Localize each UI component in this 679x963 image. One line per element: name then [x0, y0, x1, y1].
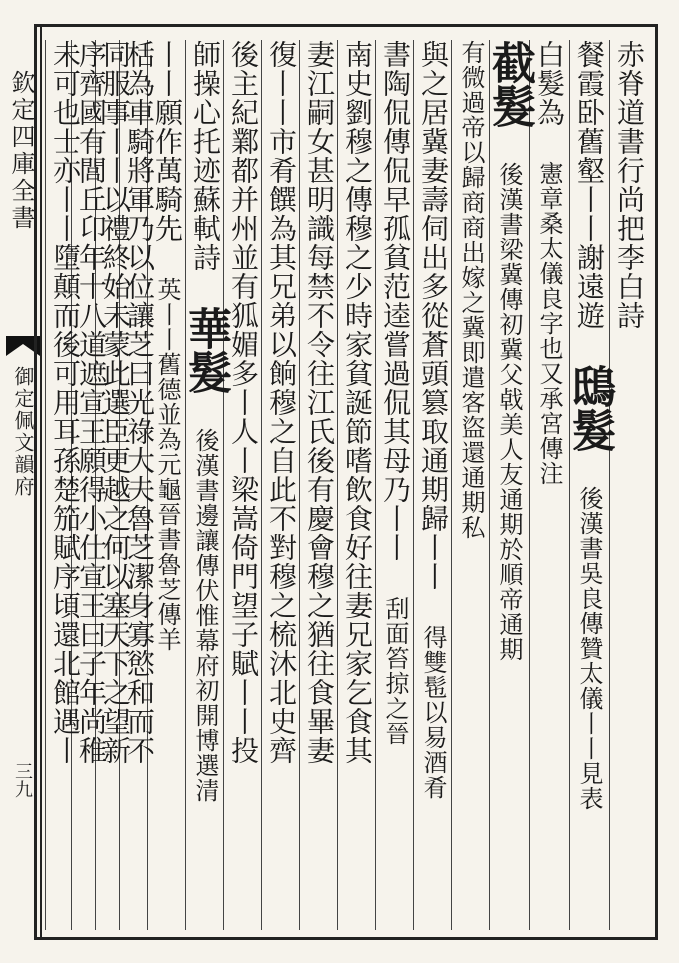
annotation: 英丨丨舊德並為元龜晉書魯芝傳羊	[153, 277, 181, 652]
column-text: 白髮為	[533, 40, 566, 127]
annotation: 後漢書吳良傳贊太儀丨丨見表	[575, 486, 603, 811]
column-text: 餐霞卧舊壑丨丨謝遠遊	[573, 40, 606, 330]
column-text: 栝為車騎將軍乃以位讓芝曰光祿大夫魯芝潔身寡慾和而不	[123, 40, 156, 765]
text-column-1	[610, 40, 648, 930]
annotation: 後漢書梁冀傳初冀父㦸美人友通期於順帝通期	[495, 162, 523, 662]
text-column-5	[452, 40, 490, 930]
column-text: 同服事丨丨以禮終始未蒙此選臣更越之何以塞天下之望新	[99, 40, 132, 765]
column-text: 後主紀鄴都并州並有狐媚多丨人丨梁嵩倚門望子賦丨丨投	[227, 40, 260, 765]
text-column-17	[46, 40, 84, 930]
page-number: 三九	[12, 762, 33, 798]
text-column-10	[262, 40, 300, 930]
text-column-2	[564, 40, 615, 930]
column-text: 復丨丨市肴饌為其兄弟以餉穆之自此不對穆之梳沐北史齊	[265, 40, 298, 765]
text-column-8	[338, 40, 376, 930]
column-text: 序齊國有閭丘卬年十八道遮宣王願得小仕宣王曰子年尚稚	[75, 40, 108, 765]
book-subtitle: 御定佩文韻府	[11, 366, 35, 498]
column-text: 妻江嗣女甚明識每禁不令往江氏後有慶會穆之猶往食畢妻	[303, 40, 336, 765]
annotation: 有微過帝以歸商商出嫁之冀即遣客盜還通期私	[457, 40, 485, 540]
column-text: 書陶侃傳侃早孤貧范逵嘗過侃其母乃丨丨	[379, 40, 412, 562]
annotation: 刮面笞掠之晉	[381, 596, 409, 746]
column-text: 師操心托迹蘇軾詩	[189, 40, 222, 272]
book-title: 欽定四庫全書	[7, 70, 35, 232]
annotation: 憲章桑太儀良字也又承宮傳注	[535, 161, 563, 486]
column-text: 未可也士亦丨丨墮顛而後可用耳孫楚笳賦序頃還北館遇丨	[49, 40, 82, 765]
headword: 截髮	[484, 40, 535, 128]
column-text: 與之居冀妻壽伺出多從蒼頭篡取通期歸丨丨	[417, 40, 450, 591]
text-column-3	[530, 40, 568, 930]
column-text: 南史劉穆之傳穆之少時家貧誕節嗜飲食好往妻兄家乞食其	[341, 40, 374, 765]
headword: 鴟髮	[564, 364, 615, 452]
text-column-6	[414, 40, 452, 930]
text-column-7	[376, 40, 414, 930]
text-column-11	[224, 40, 262, 930]
annotation: 得雙髢以易酒肴	[419, 625, 447, 800]
column-text: 丨丨願作萬騎先	[151, 40, 184, 243]
column-text: 赤脊道書行尚把李白詩	[613, 40, 646, 330]
text-column-9	[300, 40, 338, 930]
text-column-4	[484, 40, 535, 930]
annotation: 後漢書邊讓傳伏惟幕府初開博選清	[191, 428, 219, 803]
text-column-12	[180, 40, 231, 930]
headword: 華髮	[180, 306, 231, 394]
